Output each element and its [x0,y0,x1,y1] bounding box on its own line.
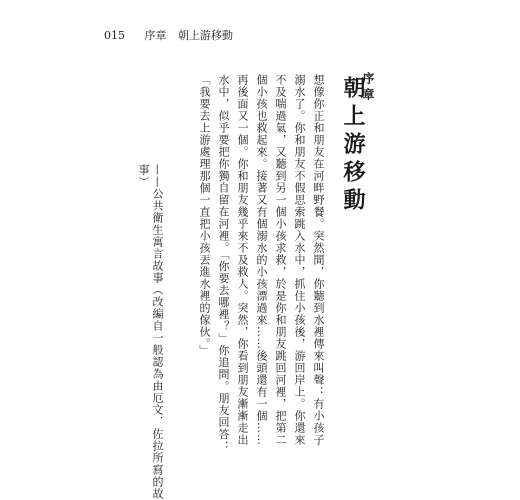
page-number: 015 [104,29,125,42]
header-chapter: 序章 [144,29,167,42]
chapter-label: 序章 [361,72,375,104]
header-title: 朝上游移動 [178,29,233,42]
body-text [195,74,328,454]
chapter-title: 朝上游移動 [340,76,365,216]
running-header [104,27,233,43]
source-attribution: ——公共衛生寓言故事（改編自一般認為由厄文．佐拉所寫的故事） [137,164,164,500]
paragraph: 想像你正和朋友在河畔野餐。突然間，你聽到水裡傳來叫聲：有小孩子溺水了。你和朋友不假思索跳入水中，抓住小孩後，游回岸上。你還來不及喘過氣，又聽到另一個小孩求救，於是你和朋友跳回河裡，把第二個小孩也救起來。接著又有個溺水的小孩漂過來……後頭還有一個……再後面又一個。你和朋友幾乎來不及救人。突然，你看到朋友漸漸走出水中，似乎要把你獨自留在河裡。「你要去哪裡？」你追問。朋友回答：「我要去上游處理那個一直把小孩丟進水裡的傢伙。」 [198,74,325,453]
